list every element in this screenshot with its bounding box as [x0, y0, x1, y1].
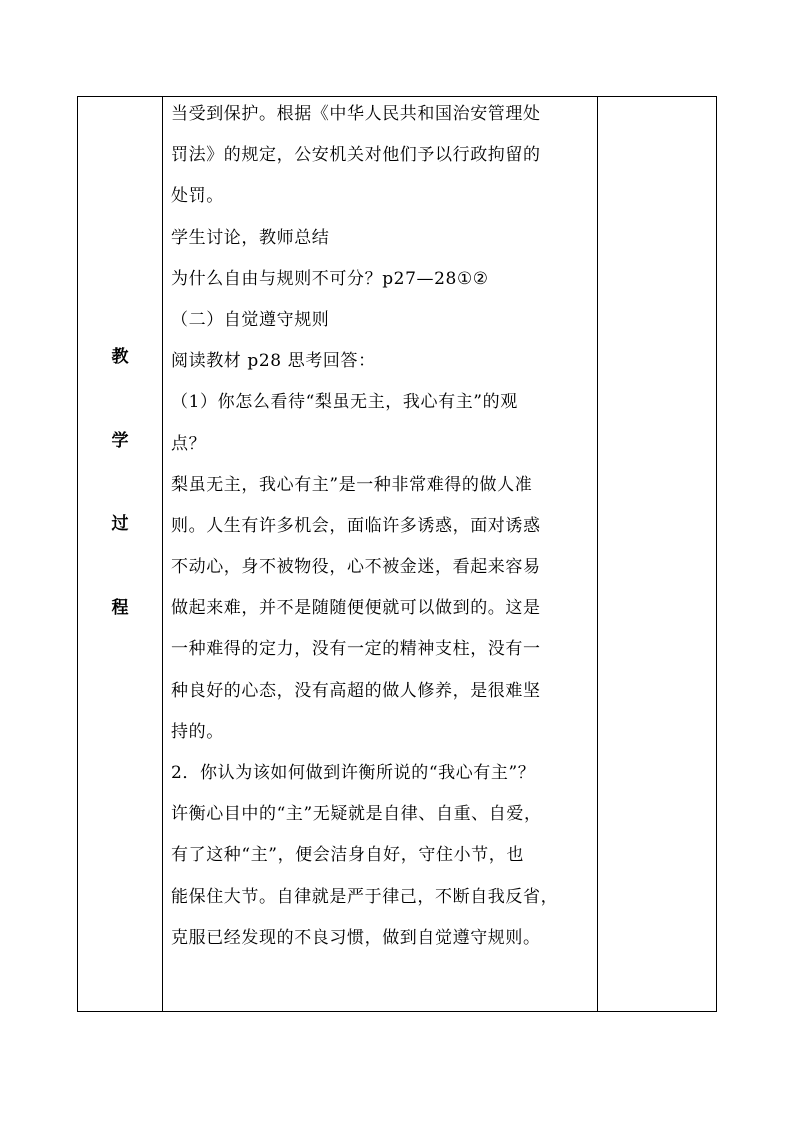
content-line: （1）你怎么看待“梨虽无主，我心有主”的观	[171, 392, 518, 413]
content-line: 持的。	[171, 721, 224, 742]
lesson-plan-table	[77, 96, 717, 1012]
section-label	[78, 347, 162, 681]
content-line: （二）自觉遵守规则	[171, 309, 330, 330]
content-line: 2．你认为该如何做到许衡所说的“我心有主”？	[171, 763, 536, 783]
content-line: 为什么自由与规则不可分？p27—28①②	[171, 268, 489, 289]
content-line: 罚法》的规定，公安机关对他们予以行政拘留的	[171, 145, 541, 166]
content-line: 一种难得的定力，没有一定的精神支柱，没有一	[171, 639, 541, 660]
content-line: 阅读教材 p28 思考回答：	[171, 351, 376, 372]
content-line: 种良好的心态，没有高超的做人修养，是很难坚	[171, 680, 541, 701]
section-label-char: 学	[111, 430, 129, 451]
content-line: 做起来难，并不是随随便便就可以做到的。这是	[171, 598, 541, 619]
notes-cell	[598, 97, 716, 1011]
content-cell	[163, 97, 598, 1011]
content-line: 则。人生有许多机会，面临许多诱惑，面对诱惑	[171, 515, 541, 536]
content-line: 不动心，身不被物役，心不被金迷，看起来容易	[171, 557, 541, 578]
content-line: 许衡心目中的“主”无疑就是自律、自重、自爱，	[171, 804, 542, 825]
content-line: 学生讨论，教师总结	[171, 227, 330, 248]
content-line: 能保住大节。自律就是严于律己，不断自我反省，	[171, 886, 559, 907]
content-line: 当受到保护。根据《中华人民共和国治安管理处	[171, 104, 541, 124]
content-line: 有了这种“主”，便会洁身自好，守住小节，也	[171, 845, 524, 866]
content-text	[171, 104, 569, 969]
content-line: 克服已经发现的不良习惯，做到自觉遵守规则。	[171, 927, 541, 948]
content-line: 点？	[171, 433, 207, 454]
section-label-char: 程	[111, 597, 129, 618]
section-label-char: 过	[111, 514, 129, 534]
content-line: 处罚。	[171, 186, 224, 207]
section-label-cell	[78, 97, 163, 1011]
content-line: 梨虽无主，我心有主”是一种非常难得的做人准	[171, 474, 533, 495]
section-label-char: 教	[111, 347, 129, 367]
